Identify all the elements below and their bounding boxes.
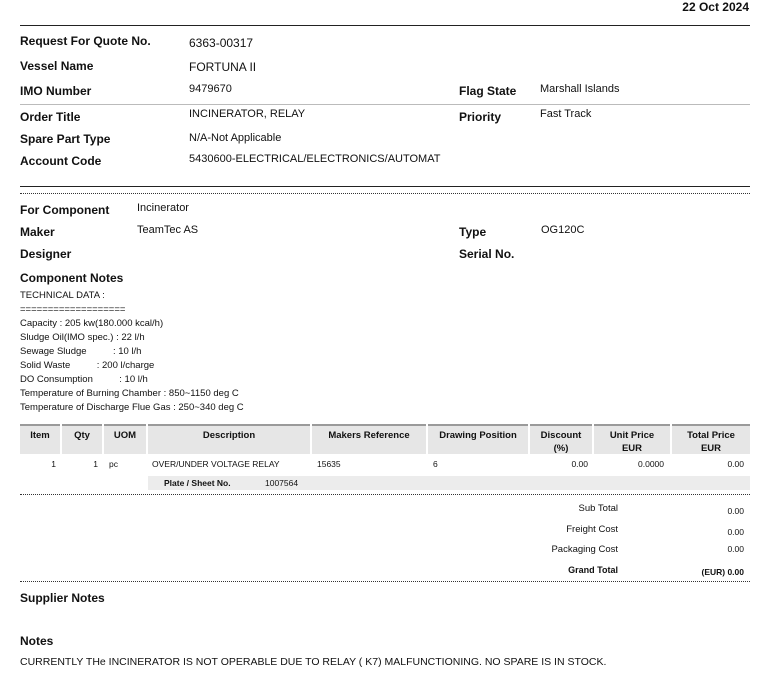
spare-type-value: N/A-Not Applicable: [189, 132, 282, 144]
flag-label: Flag State: [459, 84, 517, 98]
rfq-label: Request For Quote No.: [20, 34, 151, 48]
for-component-value: Incinerator: [137, 202, 189, 214]
rfq-value: 6363-00317: [189, 36, 254, 50]
row-uom: pc: [109, 459, 118, 469]
order-title-label: Order Title: [20, 110, 81, 124]
freight-value: 0.00: [727, 527, 744, 537]
tech-line: Solid Waste : 200 l/charge: [20, 360, 155, 371]
row-unit-price: 0.0000: [638, 459, 664, 469]
row-qty: 1: [93, 459, 98, 469]
row-item: 1: [51, 459, 56, 469]
grand-total-value: (EUR) 0.00: [701, 567, 744, 577]
totals-end-divider: [20, 581, 750, 582]
col-header-item: Item: [20, 424, 60, 454]
col-header-uom: UOM: [104, 424, 146, 454]
vessel-value: FORTUNA II: [189, 60, 257, 74]
col-header-total-price: Total Price EUR: [672, 424, 750, 454]
account-value: 5430600-ELECTRICAL/ELECTRONICS/AUTOMAT: [189, 153, 441, 165]
tech-line: ===================: [20, 304, 126, 315]
row-description: OVER/UNDER VOLTAGE RELAY: [152, 459, 280, 469]
type-label: Type: [459, 225, 487, 239]
tech-line: Capacity : 205 kw(180.000 kcal/h): [20, 318, 164, 329]
imo-value: 9479670: [189, 83, 232, 95]
table-end-divider: [20, 494, 750, 495]
designer-label: Designer: [20, 247, 72, 261]
vessel-label: Vessel Name: [20, 59, 94, 73]
notes-text: CURRENTLY THe INCINERATOR IS NOT OPERABLE DUE TO RELAY ( K7) MALFUNCTIONING. NO SPARE IS IN STOCK.: [20, 656, 607, 668]
component-notes-label: Component Notes: [20, 271, 124, 285]
plate-label: Plate / Sheet No.: [164, 478, 231, 488]
document-date: 22 Oct 2024: [682, 0, 749, 14]
flag-value: Marshall Islands: [540, 83, 620, 95]
sub-total-value: 0.00: [727, 506, 744, 516]
notes-label: Notes: [20, 634, 54, 648]
tech-line: Temperature of Burning Chamber : 850~1150 deg C: [20, 388, 239, 399]
top-divider: [20, 25, 750, 26]
for-component-label: For Component: [20, 203, 110, 217]
tech-line: Sludge Oil(IMO spec.) : 22 l/h: [20, 332, 145, 343]
row-drawing-pos: 6: [433, 459, 438, 469]
maker-value: TeamTec AS: [137, 224, 199, 236]
col-header-unit-price: Unit Price EUR: [594, 424, 670, 454]
plate-subrow: [148, 476, 750, 490]
plate-value: 1007564: [265, 478, 299, 488]
spare-type-label: Spare Part Type: [20, 132, 111, 146]
col-header-makers-ref: Makers Reference: [312, 424, 426, 454]
col-header-qty: Qty: [62, 424, 102, 454]
packaging-value: 0.00: [727, 544, 744, 554]
col-header-description: Description: [148, 424, 310, 454]
packaging-label: Packaging Cost: [551, 544, 618, 555]
supplier-notes-label: Supplier Notes: [20, 591, 105, 605]
row-makers-ref: 15635: [317, 459, 341, 469]
account-label: Account Code: [20, 154, 102, 168]
header-divider: [20, 104, 750, 105]
order-title-value: INCINERATOR, RELAY: [189, 108, 306, 120]
tech-line: Temperature of Discharge Flue Gas : 250~340 deg C: [20, 402, 244, 413]
grand-total-label: Grand Total: [568, 565, 618, 575]
col-header-discount: Discount (%): [530, 424, 592, 454]
serial-label: Serial No.: [459, 247, 515, 261]
section-divider: [20, 186, 750, 187]
maker-label: Maker: [20, 225, 55, 239]
row-total-price: 0.00: [727, 459, 744, 469]
type-value: OG120C: [541, 224, 585, 236]
tech-line: Sewage Sludge : 10 l/h: [20, 346, 142, 357]
col-header-drawing-pos: Drawing Position: [428, 424, 528, 454]
tech-line: DO Consumption : 10 l/h: [20, 374, 148, 385]
priority-value: Fast Track: [540, 108, 592, 120]
tech-line: TECHNICAL DATA :: [20, 290, 105, 301]
priority-label: Priority: [459, 110, 502, 124]
dotted-divider: [20, 193, 750, 194]
sub-total-label: Sub Total: [578, 503, 618, 514]
freight-label: Freight Cost: [566, 524, 618, 535]
imo-label: IMO Number: [20, 84, 92, 98]
row-discount: 0.00: [571, 459, 588, 469]
